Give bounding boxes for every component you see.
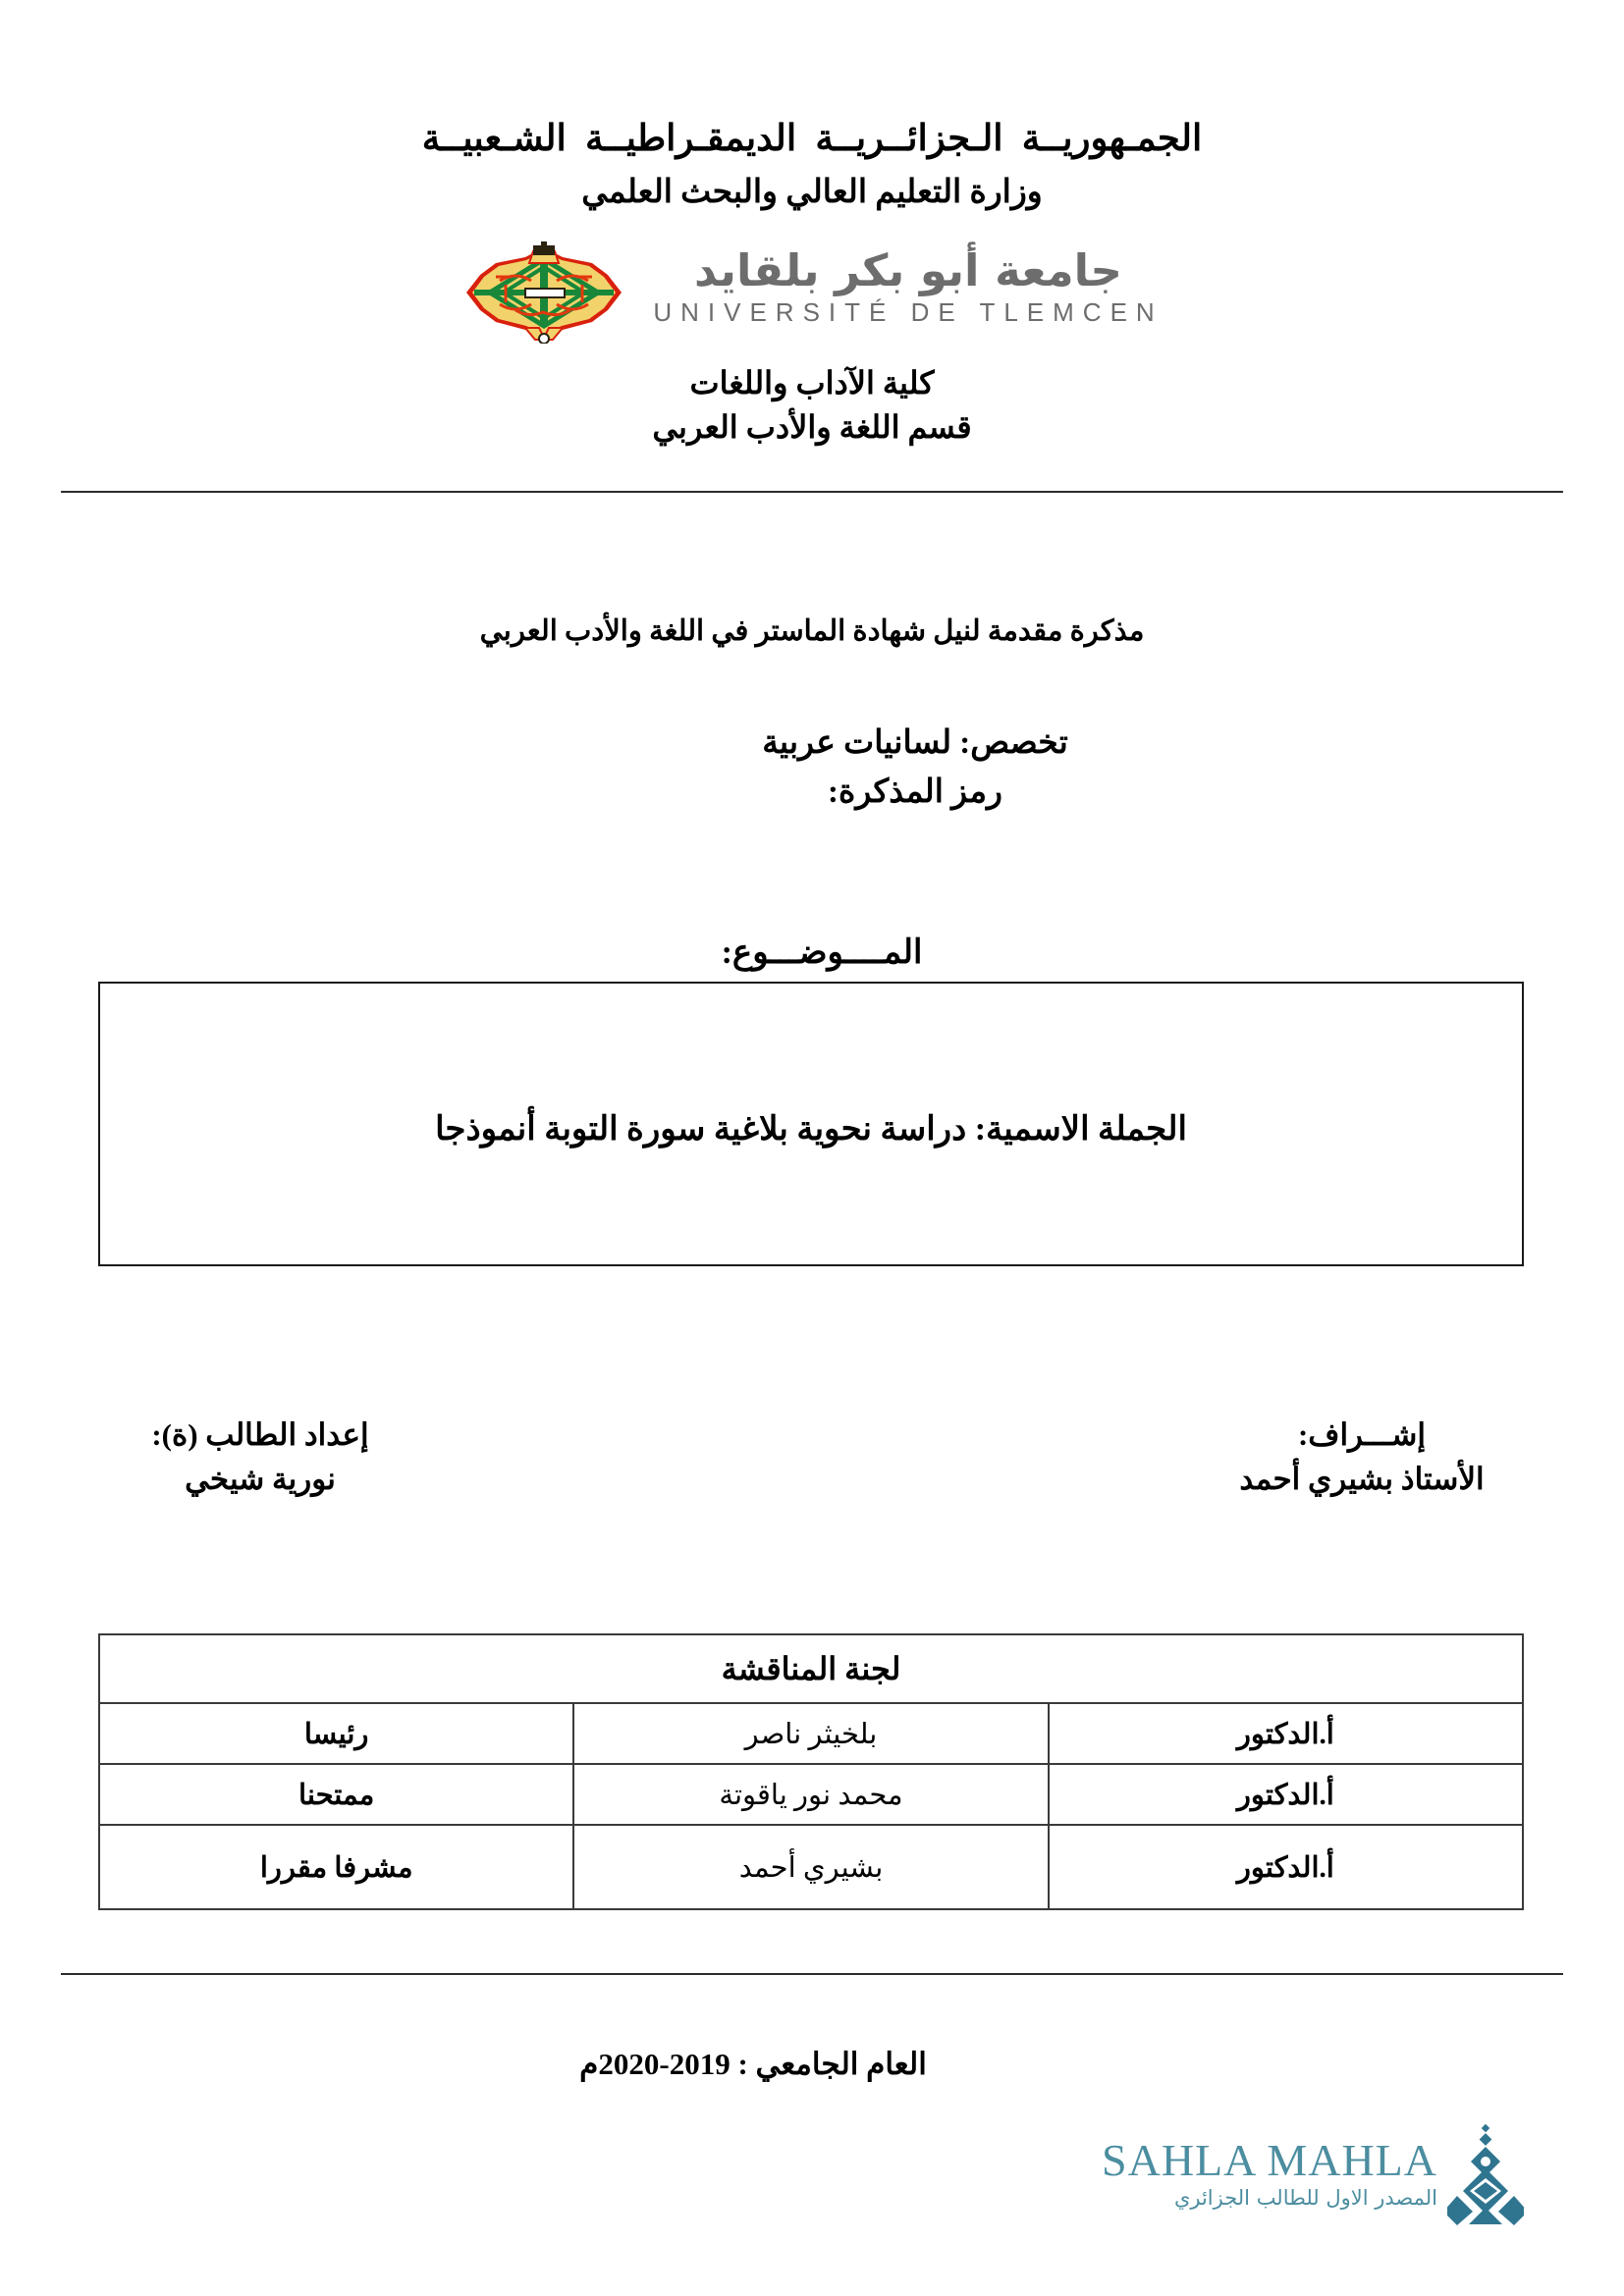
supervisor-block bbox=[1200, 1414, 1524, 1502]
student-name: نورية شيخي bbox=[185, 1461, 336, 1496]
university-logo-strip bbox=[0, 245, 1624, 348]
university-name-french: UNIVERSITÉ DE TLEMCEN bbox=[653, 297, 1164, 328]
jury-table-body bbox=[99, 1703, 1523, 1909]
jury-table bbox=[98, 1633, 1524, 1910]
jury-role-cell: مشرفا مقررا bbox=[99, 1825, 573, 1909]
jury-role-cell: رئيسا bbox=[99, 1703, 573, 1764]
jury-title-cell: أ.الدكتور bbox=[1049, 1825, 1523, 1909]
jury-heading: لجنة المناقشة bbox=[99, 1634, 1523, 1703]
supervisor-name: الأستاذ بشيري أحمد bbox=[1239, 1461, 1485, 1496]
thesis-title-box bbox=[98, 982, 1524, 1266]
table-row bbox=[99, 1764, 1523, 1825]
subject-label: المــــوضـــوع: bbox=[721, 934, 923, 971]
faculty-name: كلية الآداب واللغات bbox=[689, 365, 935, 400]
supervisor-role-label: إشـــراف: bbox=[1297, 1417, 1426, 1452]
academic-year: العام الجامعي : 2019-2020م bbox=[579, 2047, 927, 2081]
jury-name-cell: محمد نور ياقوتة bbox=[573, 1764, 1048, 1825]
nation-title: الجمـهوريــة الـجزائــريــة الديمقـراطيــة الشـعبيــة bbox=[421, 119, 1203, 159]
student-block bbox=[98, 1414, 422, 1502]
university-logo bbox=[233, 245, 1391, 348]
degree-statement: مذكرة مقدمة لنيل شهادة الماستر في اللغة والأدب العربي bbox=[479, 615, 1145, 647]
jury-name-cell: بشيري أحمد bbox=[573, 1825, 1048, 1909]
thesis-title: الجملة الاسمية: دراسة نحوية بلاغية سورة التوبة أنموذجا bbox=[435, 1111, 1187, 1148]
jury-title-cell: أ.الدكتور bbox=[1049, 1703, 1523, 1764]
university-name-arabic: جامعة أبو بكر بلقايد bbox=[694, 244, 1122, 296]
credits-block bbox=[98, 1414, 1524, 1502]
header-divider bbox=[61, 491, 1563, 493]
jury-title-cell: أ.الدكتور bbox=[1049, 1764, 1523, 1825]
watermark-title: SAHLA MAHLA bbox=[1102, 2134, 1437, 2185]
document-header bbox=[0, 116, 1624, 217]
department-name: قسم اللغة والأدب العربي bbox=[652, 409, 972, 446]
sahla-mahla-diamond-icon bbox=[1447, 2123, 1524, 2225]
jury-role-cell: ممتحنا bbox=[99, 1764, 573, 1825]
specialty-block bbox=[0, 719, 1624, 817]
ministry-title: وزارة التعليم العالي والبحث العلمي bbox=[581, 174, 1043, 210]
specialty-line: تخصص: لسانيات عربية bbox=[762, 725, 1068, 761]
jury-name-cell: بلخيثر ناصر bbox=[573, 1703, 1048, 1764]
sahla-mahla-watermark bbox=[1102, 2115, 1524, 2233]
watermark-subtitle: المصدر الاول للطالب الجزائري bbox=[1173, 2185, 1437, 2210]
jury-table-header-row bbox=[99, 1634, 1523, 1703]
memo-code-line: رمز المذكرة: bbox=[828, 774, 1002, 811]
university-wordmark bbox=[653, 245, 1163, 328]
table-row bbox=[99, 1825, 1523, 1909]
watermark-text bbox=[1102, 2134, 1437, 2211]
table-row bbox=[99, 1703, 1523, 1764]
tlemcen-university-emblem-icon bbox=[460, 241, 627, 344]
footer-divider bbox=[61, 1973, 1563, 1975]
student-role-label: إعداد الطالب (ة): bbox=[151, 1417, 369, 1452]
faculty-block bbox=[0, 361, 1624, 451]
